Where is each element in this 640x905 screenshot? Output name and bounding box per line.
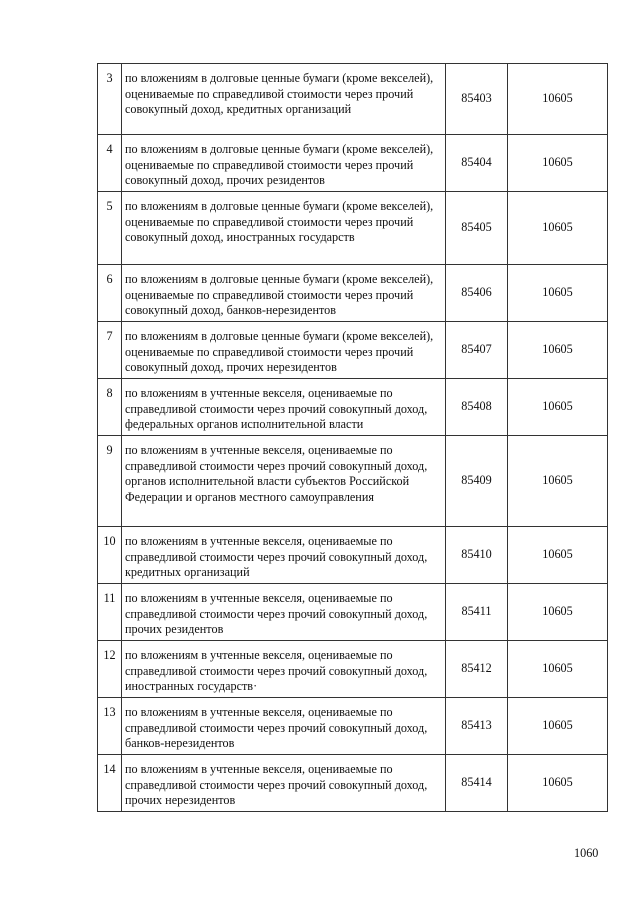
table-row — [98, 698, 608, 755]
row-number: 6 — [98, 265, 122, 322]
row-number: 5 — [98, 192, 122, 265]
row-account: 85413 — [446, 698, 508, 755]
row-account: 85411 — [446, 584, 508, 641]
row-symbol: 10605 — [508, 527, 608, 584]
row-account: 85414 — [446, 755, 508, 812]
row-account: 85408 — [446, 379, 508, 436]
row-description: по вложениям в учтенные векселя, оцениваемые по справедливой стоимости через прочий совокупный доход, иностранных государств· — [122, 641, 446, 698]
row-number: 12 — [98, 641, 122, 698]
page-number: 1060 — [574, 846, 599, 860]
table-row — [98, 641, 608, 698]
row-account: 85405 — [446, 192, 508, 265]
row-description: по вложениям в долговые ценные бумаги (кроме векселей), оцениваемые по справедливой стоимости через прочий совокупный доход, прочих нерезидентов — [122, 322, 446, 379]
row-account: 85407 — [446, 322, 508, 379]
row-description: по вложениям в учтенные векселя, оцениваемые по справедливой стоимости через прочий совокупный доход, прочих нерезидентов — [122, 755, 446, 812]
row-description: по вложениям в учтенные векселя, оцениваемые по справедливой стоимости через прочий совокупный доход, органов исполнительной власти субъектов Российской Федерации и органов местного самоуправления — [122, 436, 446, 527]
row-description: по вложениям в учтенные векселя, оцениваемые по справедливой стоимости через прочий совокупный доход, федеральных органов исполнительной власти — [122, 379, 446, 436]
row-account: 85403 — [446, 64, 508, 135]
row-description: по вложениям в учтенные векселя, оцениваемые по справедливой стоимости через прочий совокупный доход, кредитных организаций — [122, 527, 446, 584]
row-description: по вложениям в учтенные векселя, оцениваемые по справедливой стоимости через прочий совокупный доход, прочих резидентов — [122, 584, 446, 641]
table-row — [98, 135, 608, 192]
row-symbol: 10605 — [508, 135, 608, 192]
row-symbol: 10605 — [508, 265, 608, 322]
row-description: по вложениям в долговые ценные бумаги (кроме векселей), оцениваемые по справедливой стоимости через прочий совокупный доход, прочих резидентов — [122, 135, 446, 192]
row-symbol: 10605 — [508, 322, 608, 379]
row-description: по вложениям в долговые ценные бумаги (кроме векселей), оцениваемые по справедливой стоимости через прочий совокупный доход, кредитных организаций — [122, 64, 446, 135]
table-row — [98, 755, 608, 812]
table-row — [98, 265, 608, 322]
table-row — [98, 527, 608, 584]
row-number: 9 — [98, 436, 122, 527]
row-number: 13 — [98, 698, 122, 755]
row-number: 4 — [98, 135, 122, 192]
row-description: по вложениям в долговые ценные бумаги (кроме векселей), оцениваемые по справедливой стоимости через прочий совокупный доход, банков-нерезидентов — [122, 265, 446, 322]
row-number: 3 — [98, 64, 122, 135]
table-row — [98, 64, 608, 135]
row-symbol: 10605 — [508, 641, 608, 698]
row-number: 14 — [98, 755, 122, 812]
row-symbol: 10605 — [508, 755, 608, 812]
row-account: 85404 — [446, 135, 508, 192]
table-row — [98, 584, 608, 641]
row-symbol: 10605 — [508, 584, 608, 641]
table-row — [98, 436, 608, 527]
row-symbol: 10605 — [508, 192, 608, 265]
row-account: 85410 — [446, 527, 508, 584]
accounts-table — [97, 63, 608, 812]
row-number: 7 — [98, 322, 122, 379]
row-account: 85412 — [446, 641, 508, 698]
row-symbol: 10605 — [508, 436, 608, 527]
row-symbol: 10605 — [508, 698, 608, 755]
row-symbol: 10605 — [508, 64, 608, 135]
table-row — [98, 322, 608, 379]
table-row — [98, 192, 608, 265]
table-row — [98, 379, 608, 436]
row-account: 85409 — [446, 436, 508, 527]
row-account: 85406 — [446, 265, 508, 322]
row-description: по вложениям в учтенные векселя, оцениваемые по справедливой стоимости через прочий совокупный доход, банков-нерезидентов — [122, 698, 446, 755]
row-number: 11 — [98, 584, 122, 641]
row-number: 10 — [98, 527, 122, 584]
row-description: по вложениям в долговые ценные бумаги (кроме векселей), оцениваемые по справедливой стоимости через прочий совокупный доход, иностранных государств — [122, 192, 446, 265]
row-symbol: 10605 — [508, 379, 608, 436]
row-number: 8 — [98, 379, 122, 436]
